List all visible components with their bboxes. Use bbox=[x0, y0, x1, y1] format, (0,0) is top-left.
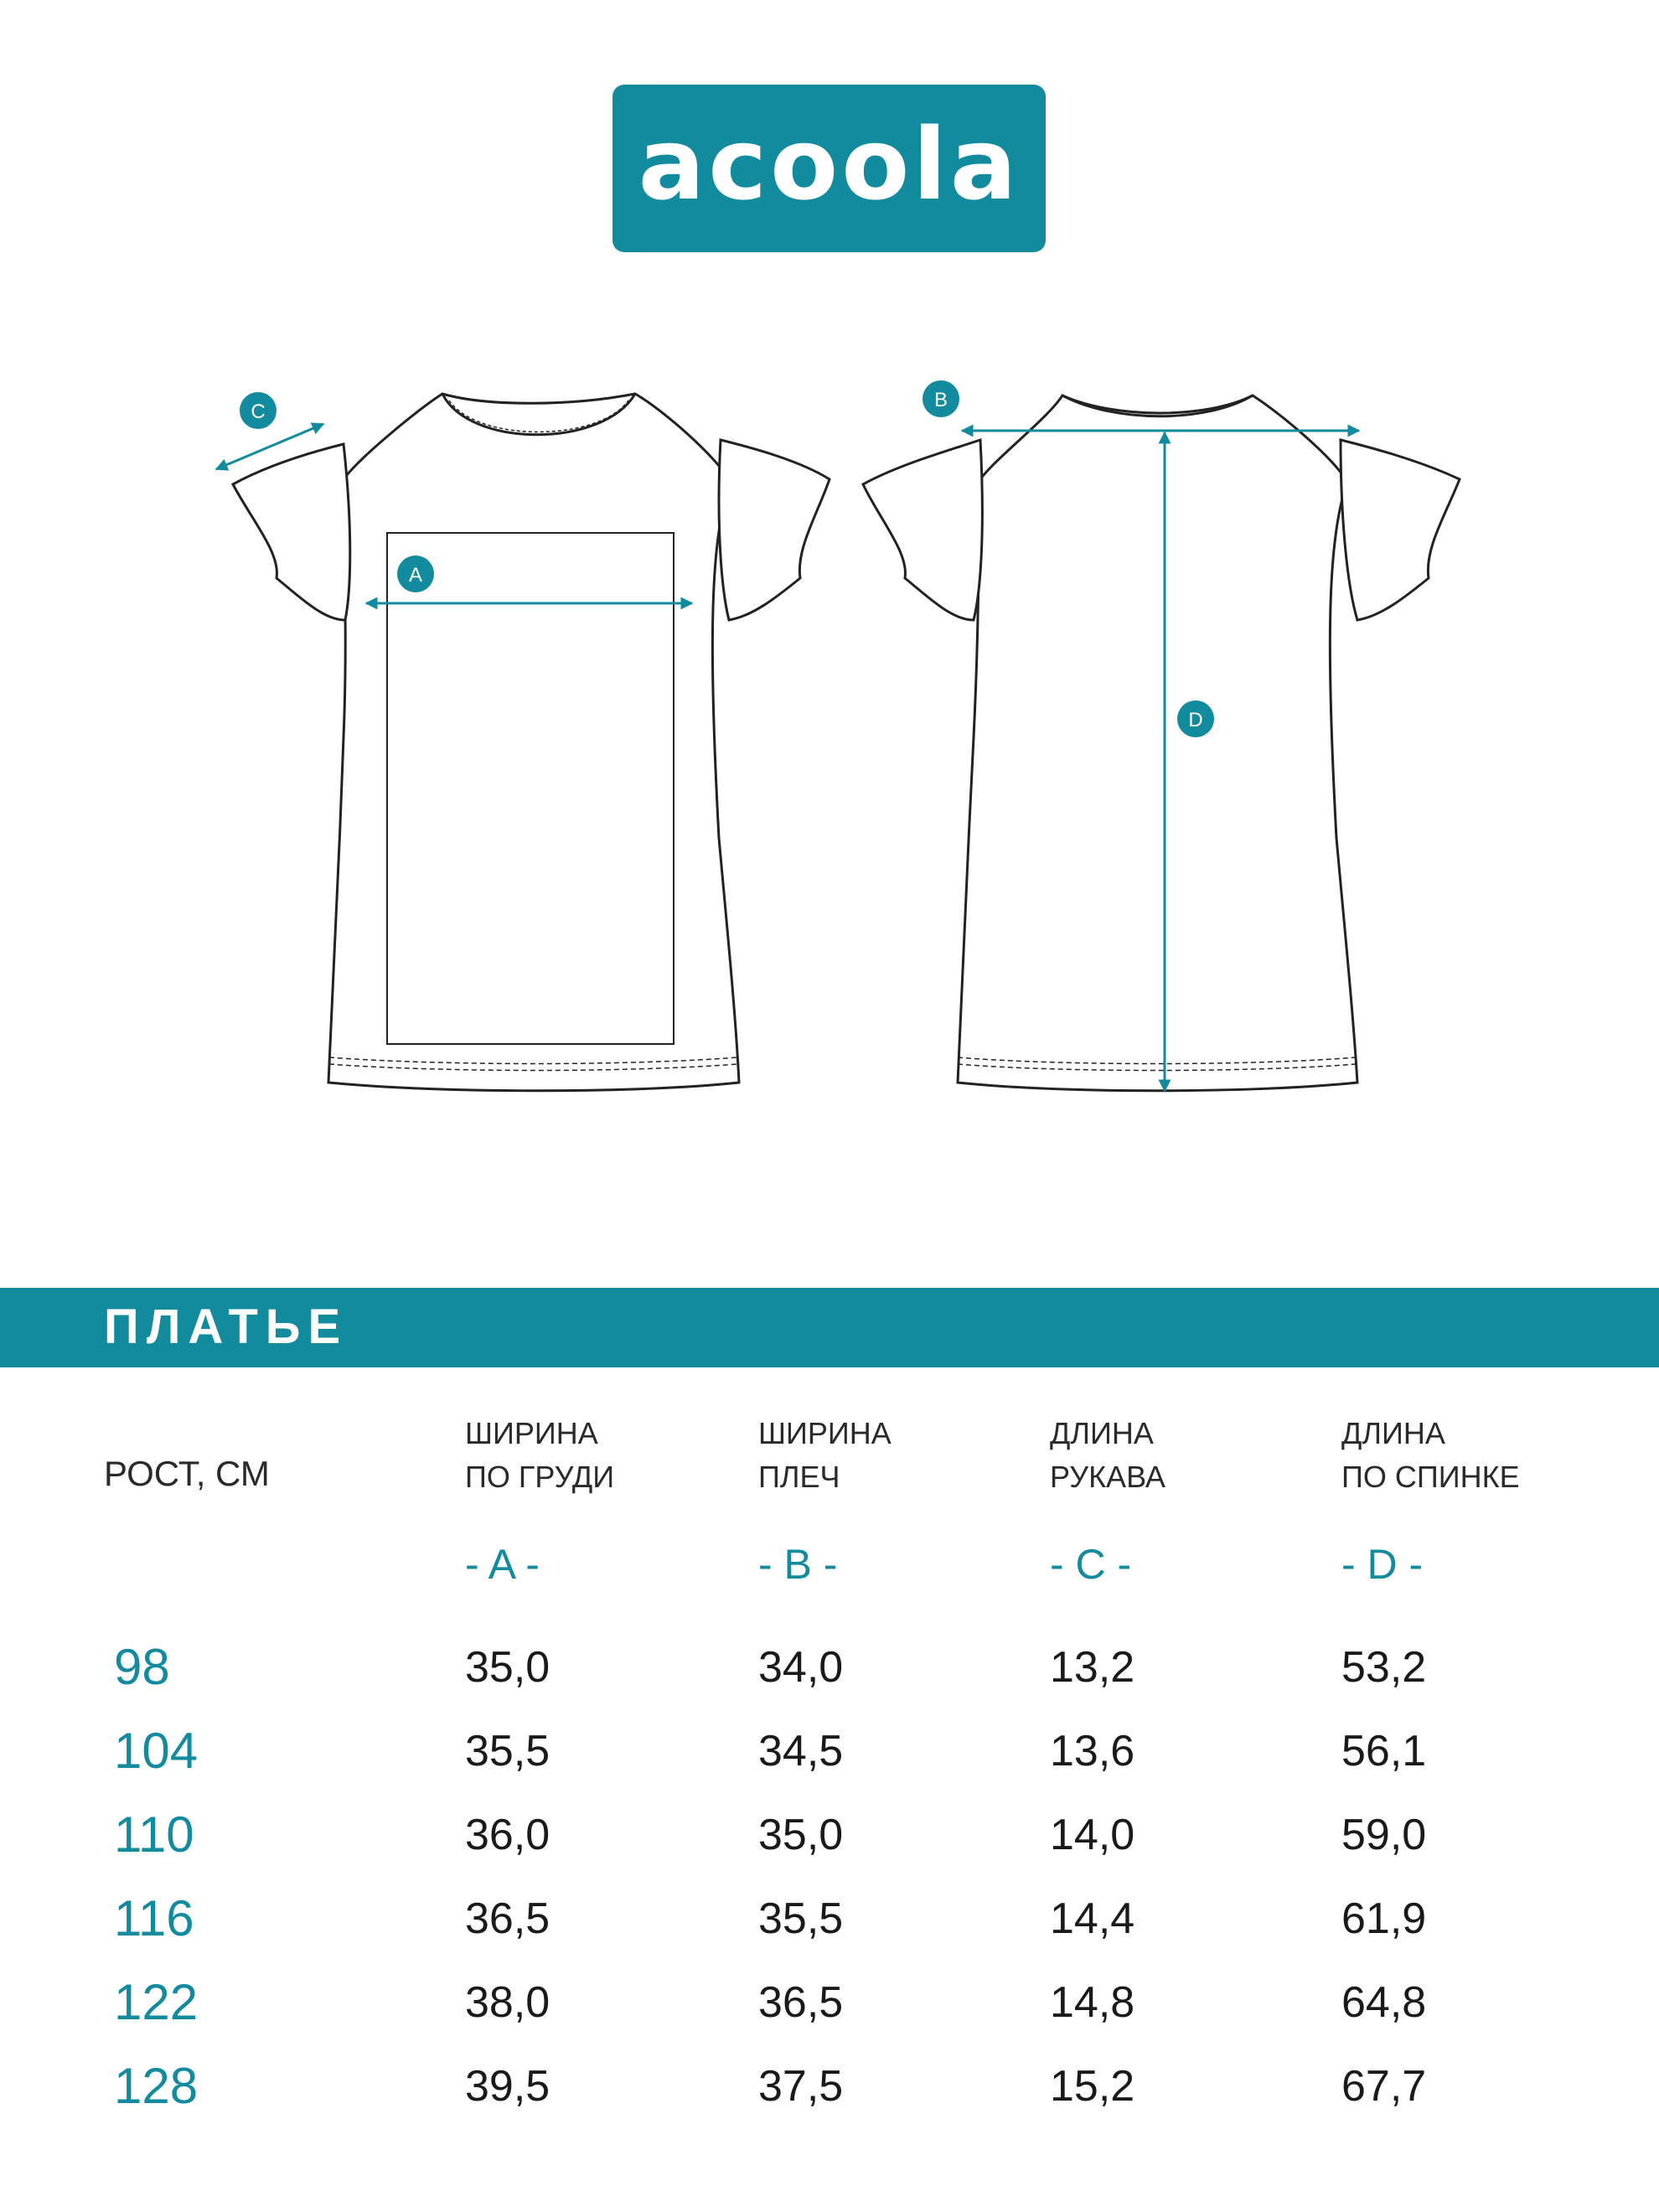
column-header-d-line1: ДЛИНА bbox=[1341, 1416, 1445, 1450]
label-d: D bbox=[1188, 709, 1203, 731]
height-header: РОСТ, СМ bbox=[104, 1454, 270, 1493]
cell-value: 56,1 bbox=[1341, 1727, 1427, 1775]
column-header-b bbox=[758, 1412, 892, 1499]
section-title: ПЛАТЬЕ bbox=[104, 1300, 349, 1354]
column-header-a-line2: ПО ГРУДИ bbox=[465, 1460, 615, 1494]
cell-value: 14,0 bbox=[1050, 1811, 1135, 1859]
cell-value: 36,0 bbox=[465, 1811, 550, 1859]
cell-value: 39,5 bbox=[465, 2062, 550, 2111]
cell-value: 35,0 bbox=[465, 1643, 550, 1692]
dress-back-right-sleeve bbox=[1341, 440, 1460, 620]
cell-value: 35,5 bbox=[465, 1727, 550, 1775]
size-value: 104 bbox=[114, 1723, 199, 1779]
dress-back-body bbox=[958, 395, 1357, 1091]
cell-value: 59,0 bbox=[1341, 1811, 1427, 1859]
cell-value: 61,9 bbox=[1341, 1894, 1427, 1943]
cell-value: 38,0 bbox=[465, 1978, 550, 2027]
cell-value: 37,5 bbox=[758, 2062, 844, 2111]
size-value: 128 bbox=[114, 2058, 199, 2114]
dress-front-left-sleeve bbox=[233, 444, 350, 620]
size-value: 122 bbox=[114, 1974, 199, 2030]
label-b: B bbox=[933, 389, 948, 411]
column-header-d-line2: ПО СПИНКЕ bbox=[1341, 1460, 1520, 1494]
column-header-a-line1: ШИРИНА bbox=[465, 1416, 598, 1450]
cell-value: 14,4 bbox=[1050, 1894, 1135, 1943]
cell-value: 36,5 bbox=[465, 1894, 550, 1943]
column-header-b-line2: ПЛЕЧ bbox=[758, 1460, 840, 1494]
column-letter-a: - A - bbox=[465, 1541, 540, 1588]
dress-front-body bbox=[328, 394, 739, 1091]
cell-value: 34,5 bbox=[758, 1727, 844, 1775]
dress-front-right-sleeve bbox=[719, 440, 830, 620]
column-header-a bbox=[465, 1412, 614, 1499]
dress-back bbox=[863, 395, 1460, 1091]
label-a: A bbox=[408, 564, 423, 587]
cell-value: 35,0 bbox=[758, 1811, 844, 1859]
cell-value: 53,2 bbox=[1341, 1643, 1427, 1692]
column-letter-c: - C - bbox=[1050, 1541, 1132, 1588]
column-letter-d: - D - bbox=[1341, 1541, 1424, 1588]
section-header-band bbox=[0, 1288, 1659, 1367]
column-header-c bbox=[1050, 1412, 1165, 1499]
cell-value: 67,7 bbox=[1341, 2062, 1427, 2111]
cell-value: 13,6 bbox=[1050, 1727, 1135, 1775]
column-header-b-line1: ШИРИНА bbox=[758, 1416, 892, 1450]
column-header-c-line2: РУКАВА bbox=[1050, 1460, 1165, 1494]
size-value: 116 bbox=[114, 1890, 194, 1946]
dress-back-left-sleeve bbox=[863, 440, 982, 620]
column-header-d bbox=[1341, 1412, 1520, 1499]
cell-value: 14,8 bbox=[1050, 1978, 1135, 2027]
column-header-c-line1: ДЛИНА bbox=[1050, 1416, 1154, 1450]
brand-logo-text: acoola bbox=[638, 106, 1021, 222]
cell-value: 34,0 bbox=[758, 1643, 844, 1692]
cell-value: 36,5 bbox=[758, 1978, 844, 2027]
size-value: 110 bbox=[114, 1806, 194, 1863]
cell-value: 35,5 bbox=[758, 1894, 844, 1943]
cell-value: 64,8 bbox=[1341, 1978, 1427, 2027]
cell-value: 13,2 bbox=[1050, 1643, 1135, 1692]
column-letter-b: - B - bbox=[758, 1541, 838, 1588]
cell-value: 15,2 bbox=[1050, 2062, 1135, 2111]
size-value: 98 bbox=[114, 1639, 170, 1695]
label-c: C bbox=[251, 401, 266, 423]
dress-front bbox=[233, 394, 830, 1091]
